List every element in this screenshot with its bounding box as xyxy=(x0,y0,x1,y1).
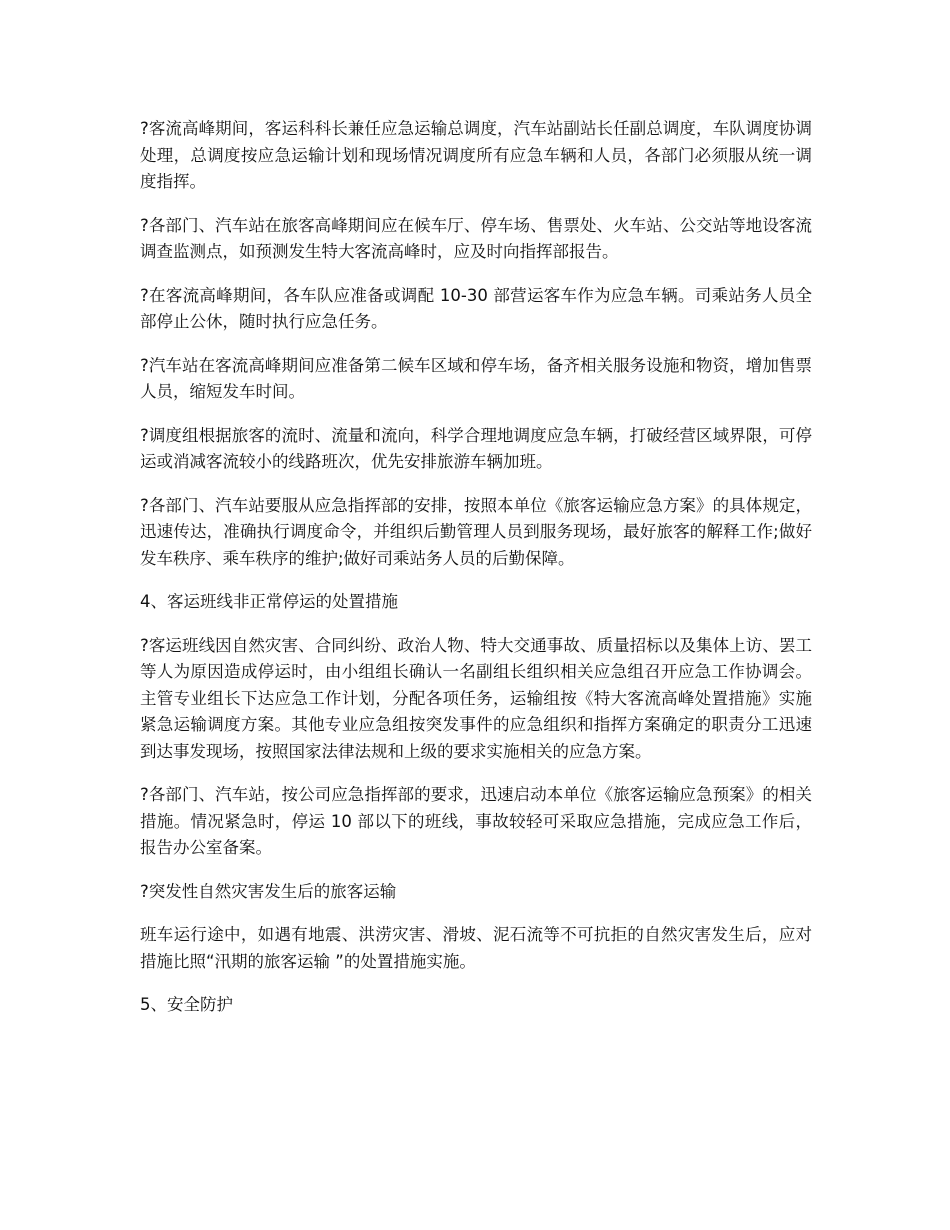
paragraph-start-plan: ?各部门、汽车站，按公司应急指挥部的要求，迅速启动本单位《旅客运输应急预案》的相关措施。情况紧急时，停运 10 部以下的班线，事故较轻可采取应急措施，完成应急工作后，报告办公室备案。 xyxy=(140,785,812,857)
paragraph-peak-dispatch: ?客流高峰期间，客运科科长兼任应急运输总调度，汽车站副站长任副总调度，车队调度协调处理，总调度按应急运输计划和现场情况调度所有应急车辆和人员，各部门必须服从统一调度指挥。 xyxy=(140,119,812,191)
paragraph-dispatch-group: ?调度组根据旅客的流时、流量和流向，科学合理地调度应急车辆，打破经营区域界限，可停运或消减客流较小的线路班次，优先安排旅游车辆加班。 xyxy=(140,425,812,471)
document-body xyxy=(140,116,812,1036)
paragraph-monitoring-points: ?各部门、汽车站在旅客高峰期间应在候车厅、停车场、售票处、火车站、公交站等地设客流调查监测点，如预测发生特大客流高峰时，应及时向指挥部报告。 xyxy=(140,215,812,261)
paragraph-route-suspension: ?客运班线因自然灾害、合同纠纷、政治人物、特大交通事故、质量招标以及集体上访、罢工等人为原因造成停运时，由小组组长确认一名副组长组织相关应急组召开应急工作协调会。主管专业组长下达应急工作计划，分配各项任务，运输组按《特大客流高峰处置措施》实施紧急运输调度方案。其他专业应急组按突发事件的应急组织和指挥方案确定的职责分工迅速到达事发现场，按照国家法律法规和上级的要求实施相关的应急方案。 xyxy=(140,635,812,761)
paragraph-natural-disaster-measures: 班车运行途中，如遇有地震、洪涝灾害、滑坡、泥石流等不可抗拒的自然灾害发生后，应对措施比照“汛期的旅客运输 ”的处置措施实施。 xyxy=(140,925,812,971)
section-heading-5: 5、安全防护 xyxy=(140,995,233,1014)
paragraph-obey-command: ?各部门、汽车站要服从应急指挥部的安排，按照本单位《旅客运输应急方案》的具体规定，迅速传达，准确执行调度命令，并组织后勤管理人员到服务现场，最好旅客的解释工作;做好发车秩序、乘车秩序的维护;做好司乘站务人员的后勤保障。 xyxy=(140,495,812,568)
paragraph-natural-disaster-heading: ?突发性自然灾害发生后的旅客运输 xyxy=(140,881,397,901)
paragraph-emergency-vehicles: ?在客流高峰期间，各车队应准备或调配 10-30 部营运客车作为应急车辆。司乘站务人员全部停止公休，随时执行应急任务。 xyxy=(140,285,812,331)
section-heading-4: 4、客运班线非正常停运的处置措施 xyxy=(140,592,398,611)
paragraph-second-waiting-area: ?汽车站在客流高峰期间应准备第二候车区域和停车场，备齐相关服务设施和物资，增加售票人员，缩短发车时间。 xyxy=(140,355,812,401)
